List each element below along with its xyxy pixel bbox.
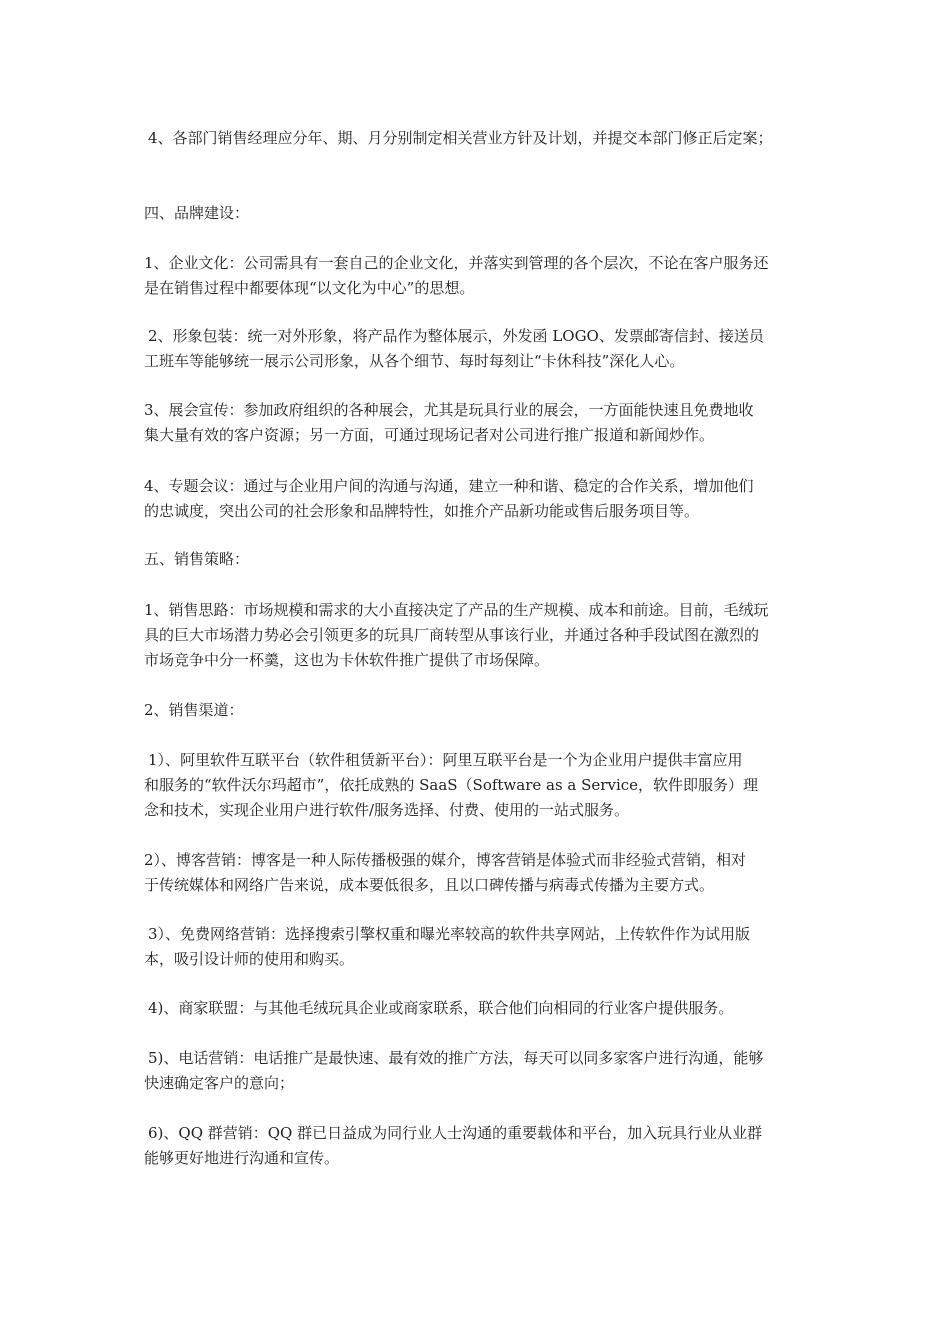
text-line: 1、销售思路：市场规模和需求的大小直接决定了产品的生产规模、成本和前途。目前，毛绒玩 [144,601,769,619]
text-line: 2、销售渠道： [144,701,244,719]
text-line: 2）、博客营销：博客是一种人际传播极强的媒介，博客营销是体验式而非经验式营销，相对 [144,851,747,869]
paragraph-corporate-culture [144,251,808,301]
paragraph-merchant-alliance [144,996,808,1021]
text-line: 具的巨大市场潜力势必会引领更多的玩具厂商转型从事该行业，并通过各种手段试图在激烈的 [144,626,760,644]
paragraph-department-plans [144,126,808,151]
text-line: 市场竞争中分一杯羹，这也为卡休软件推广提供了市场保障。 [144,651,550,669]
paragraph-telemarketing [144,1046,808,1096]
text-line: 3）、免费网络营销：选择搜索引擎权重和曝光率较高的软件共享网站，上传软件作为试用版 [148,925,751,943]
text-line: 能够更好地进行沟通和宣传。 [144,1149,340,1167]
text-line: 四、品牌建设： [144,204,250,222]
text-line: 6)、QQ 群营销：QQ 群已日益成为同行业人士沟通的重要载体和平台，加入玩具行业从业群 [148,1124,763,1142]
text-line: 5)、电话营销：电话推广是最快速、最有效的推广方法，每天可以同多家客户进行沟通，能够 [148,1049,764,1067]
paragraph-free-online-marketing [144,922,808,972]
section-heading-sales-strategy [144,547,808,572]
text-line: 是在销售过程中都要体现“以文化为中心”的思想。 [144,279,475,297]
text-line: 念和技术，实现企业用户进行软件/服务选择、付费、使用的一站式服务。 [144,801,630,819]
paragraph-image-packaging [144,324,808,374]
text-line: 于传统媒体和网络广告来说，成本要低很多，且以口碑传播与病毒式传播为主要方式。 [144,876,715,894]
paragraph-qq-group-marketing [144,1121,808,1171]
text-line: 4、专题会议：通过与企业用户间的沟通与沟通，建立一种和谐、稳定的合作关系，增加他们 [144,477,754,495]
text-line: 五、销售策略： [144,550,250,568]
paragraph-blog-marketing [144,848,808,898]
paragraph-alibaba-platform [144,748,808,823]
text-line: 2、形象包装：统一对外形象，将产品作为整体展示，外发函 LOGO、发票邮寄信封、接送员 [148,327,764,345]
paragraph-sales-approach [144,598,808,673]
text-line: 工班车等能够统一展示公司形象，从各个细节、每时每刻让“卡休科技”深化人心。 [144,352,685,370]
text-line: 1）、阿里软件互联平台（软件租赁新平台）：阿里互联平台是一个为企业用户提供丰富应用 [148,751,743,769]
text-line: 的忠诚度，突出公司的社会形象和品牌特性，如推介产品新功能或售后服务项目等。 [144,502,700,520]
text-line: 3、展会宣传：参加政府组织的各种展会，尤其是玩具行业的展会，一方面能快速且免费地收 [144,401,754,419]
paragraph-special-meetings [144,474,808,524]
subheading-sales-channels [144,698,808,723]
paragraph-exhibition-promotion [144,398,808,448]
text-line: 4、各部门销售经理应分年、期、月分别制定相关营业方针及计划，并提交本部门修正后定案； [148,129,773,147]
section-heading-brand-building [144,201,808,226]
text-line: 和服务的“软件沃尔玛超市”，依托成熟的 SaaS（Software as a Service，软件即服务）理 [144,776,759,794]
text-line: 1、企业文化：公司需具有一套自己的企业文化，并落实到管理的各个层次，不论在客户服务还 [144,254,769,272]
text-line: 快速确定客户的意向； [144,1074,295,1092]
text-line: 集大量有效的客户资源；另一方面，可通过现场记者对公司进行推广报道和新闻炒作。 [144,426,715,444]
text-line: 本，吸引设计师的使用和购买。 [144,950,355,968]
text-line: 4)、商家联盟：与其他毛绒玩具企业或商家联系，联合他们向相同的行业客户提供服务。 [148,999,734,1017]
